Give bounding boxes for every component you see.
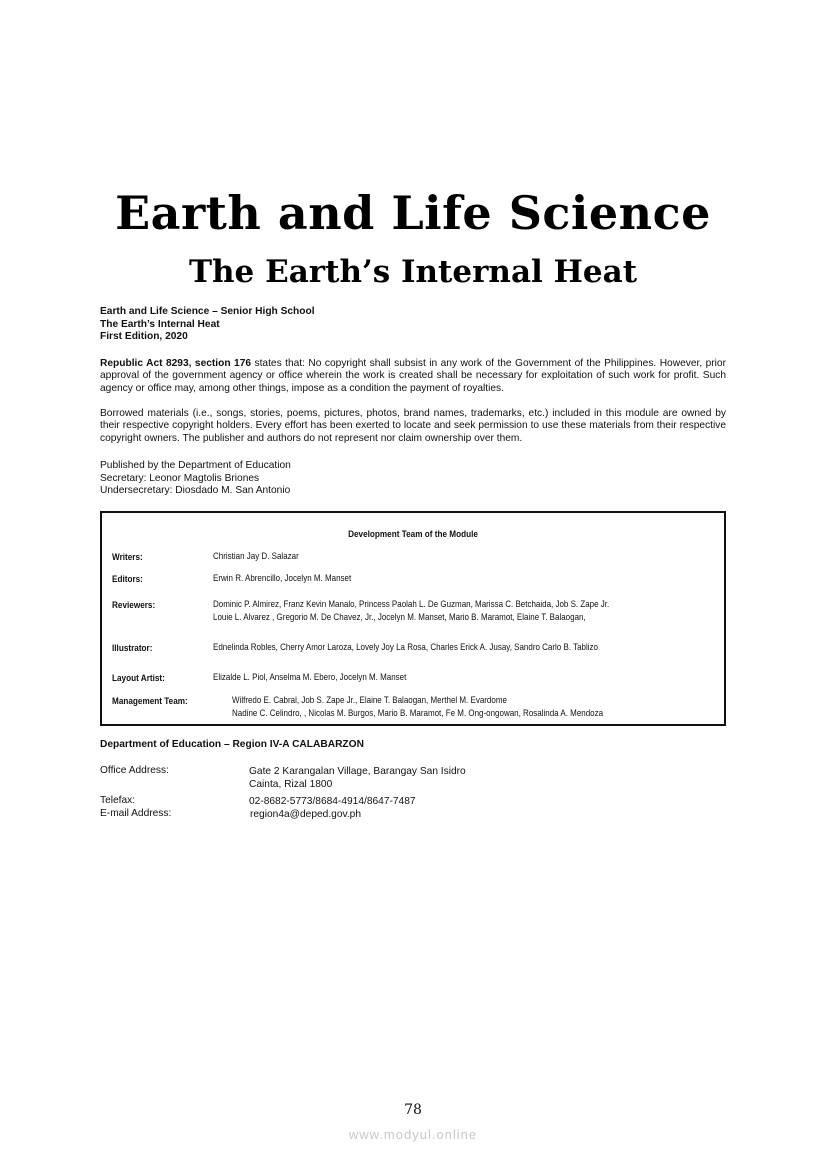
edition-info — [100, 306, 726, 344]
illustrator-label: Illustrator: — [112, 643, 153, 653]
office-address-line-1: Gate 2 Karangalan Village, Barangay San Isidro — [249, 766, 466, 777]
publisher-info — [100, 460, 726, 498]
reviewers-line-2: Louie L. Alvarez , Gregorio M. De Chavez, Jr., Jocelyn M. Manset, Mario B. Maramot, Elaine T. Balaogan, — [213, 612, 586, 623]
page-number: 78 — [404, 1102, 422, 1118]
writers-value: Christian Jay D. Salazar — [213, 551, 299, 561]
undersecretary-line: Undersecretary: Diosdado M. San Antonio — [100, 485, 291, 497]
editors-value: Erwin R. Abrencillo, Jocelyn M. Manset — [213, 573, 352, 583]
illustrator-value: Ednelinda Robles, Cherry Amor Laroza, Lovely Joy La Rosa, Charles Erick A. Jusay, Sandro Carlo B. Tablizo — [213, 642, 598, 652]
document-title: Earth and Life Science — [115, 186, 711, 240]
edition-line-course: Earth and Life Science – Senior High School — [100, 306, 315, 317]
site-watermark: www.modyul.online — [348, 1127, 478, 1142]
office-address-line-2: Cainta, Rizal 1800 — [249, 779, 333, 791]
reviewers-line-1: Dominic P. Almirez, Franz Kevin Manalo, Princess Paolah L. De Guzman, Marissa C. Betchaida, Job S. Zape Jr. — [213, 599, 610, 609]
telefax-value: 02-8682-5773/8684-4914/8647-7487 — [249, 796, 416, 807]
copyright-lead: Republic Act 8293, section 176 — [100, 358, 252, 369]
layout-artist-value: Elizalde L. Piol, Anselma M. Ebero, Jocelyn M. Manset — [213, 672, 407, 682]
borrowed-materials-notice: Borrowed materials (i.e., songs, stories, poems, pictures, photos, brand names, trademarks, etc.) included in this module are owned by their respective copyright holders. Every effort has been exerted to locate and seek permission to use these materials from their respective copyright owners. The publisher and authors do not represent nor claim ownership over them. — [100, 408, 726, 444]
layout-artist-label: Layout Artist: — [112, 673, 165, 683]
secretary-line: Secretary: Leonor Magtolis Briones — [100, 472, 260, 484]
management-value — [232, 694, 603, 720]
email-label: E-mail Address: — [100, 808, 172, 819]
management-line-1: Wilfredo E. Cabral, Job S. Zape Jr., Elaine T. Balaogan, Merthel M. Evardome — [232, 695, 507, 705]
telefax-label: Telefax: — [100, 795, 136, 806]
edition-line-title: The Earth’s Internal Heat — [100, 318, 220, 330]
region-heading: Department of Education – Region IV-A CALABARZON — [100, 739, 364, 750]
document-subtitle: The Earth’s Internal Heat — [188, 254, 638, 290]
writers-label: Writers: — [112, 552, 143, 562]
office-address-value — [249, 765, 466, 792]
team-heading: Development Team of the Module — [348, 529, 478, 539]
editors-label: Editors: — [112, 574, 143, 584]
reviewers-label: Reviewers: — [112, 600, 156, 610]
reviewers-value — [213, 598, 609, 624]
copyright-text: states that: No copyright shall subsist in any work of the Government of the Philippines. However, prior approval of the government agency or office wherein the work is created shall be necessary for exploitation of such work for profit. Such agency or office may, among other things, impose as a condition the payment of royalties. — [100, 358, 726, 394]
edition-line-edition: First Edition, 2020 — [100, 331, 188, 343]
email-value[interactable]: region4a@deped.gov.ph — [250, 809, 361, 820]
publisher-line: Published by the Department of Education — [100, 460, 291, 471]
development-team-box — [100, 511, 726, 726]
office-address-label: Office Address: — [100, 765, 169, 776]
management-label: Management Team: — [112, 696, 188, 706]
management-line-2: Nadine C. Celindro, , Nicolas M. Burgos, Mario B. Maramot, Fe M. Ong-ongowan, Rosalinda A. Mendoza — [232, 708, 604, 719]
copyright-notice — [100, 358, 726, 395]
